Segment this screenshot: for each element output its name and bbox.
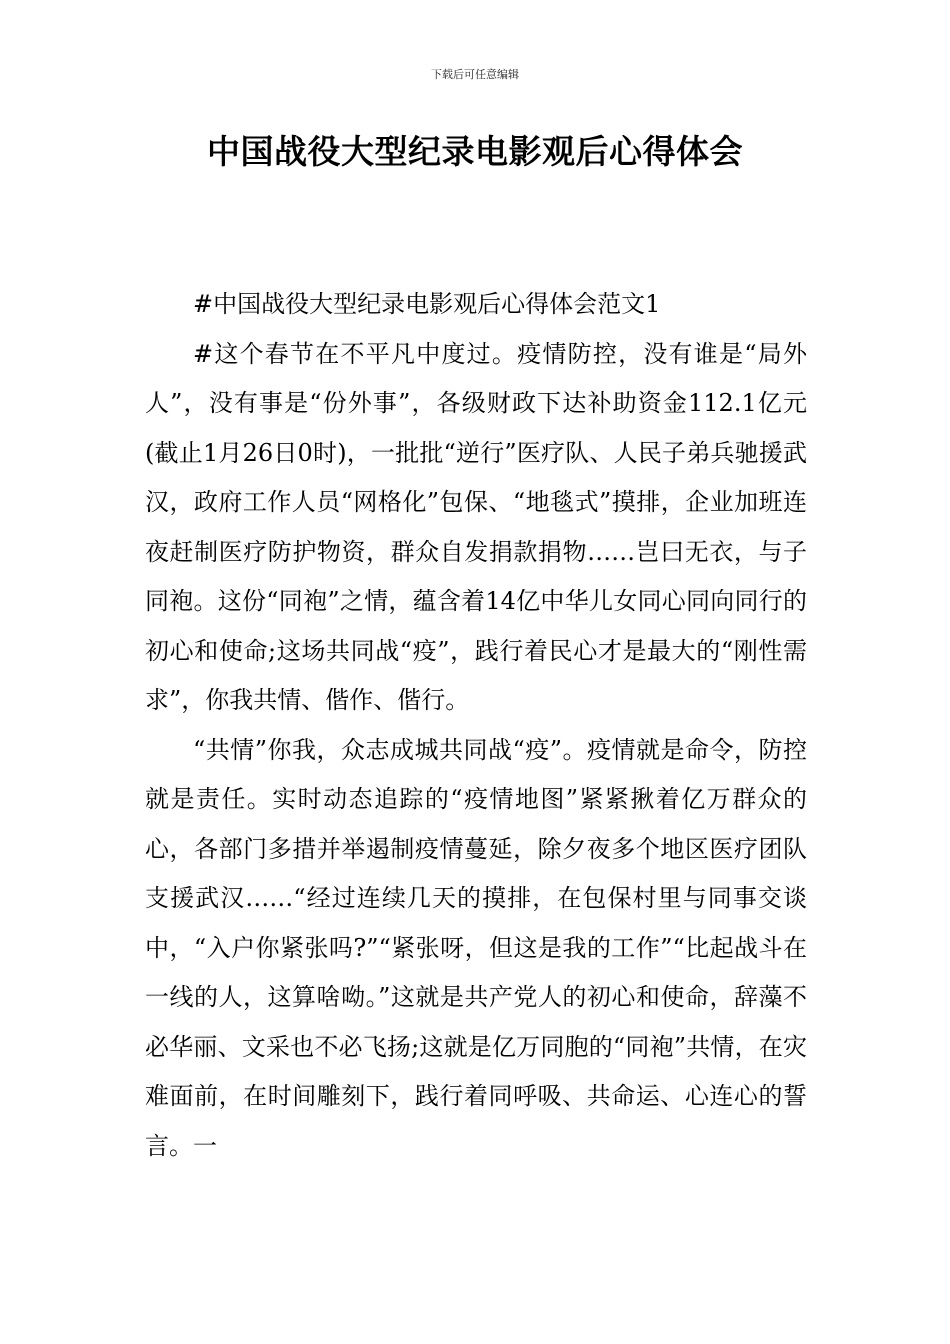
document-body <box>145 280 807 1171</box>
document-title: 中国战役大型纪录电影观后心得体会 <box>207 132 743 171</box>
paragraph-heading: #中国战役大型纪录电影观后心得体会范文1 <box>193 290 661 318</box>
header-note: 下载后可任意编辑 <box>431 68 519 81</box>
paragraph: “共情”你我，众志成城共同战“疫”。疫情就是命令，防控就是责任。实时动态追踪的“疫情地图”紧紧揪着亿万群众的心，各部门多措并举遏制疫情蔓延，除夕夜多个地区医疗团队支援武汉……“经过连续几天的摸排，在包保村里与同事交谈中，“入户你紧张吗?”“紧张呀，但这是我的工作”“比起战斗在一线的人，这算啥呦。”这就是共产党人的初心和使命，辞藻不必华丽、文采也不必飞扬;这就是亿万同胞的“同袍”共情，在灾难面前，在时间雕刻下，践行着同呼吸、共命运、心连心的誓言。一 <box>145 735 807 1160</box>
paragraph: #这个春节在不平凡中度过。疫情防控，没有谁是“局外人”，没有事是“份外事”，各级财政下达补助资金112.1亿元(截止1月26日0时)，一批批“逆行”医疗队、人民子弟兵驰援武汉，政府工作人员“网格化”包保、“地毯式”摸排，企业加班连夜赶制医疗防护物资，群众自发捐款捐物……岂曰无衣，与子同袍。这份“同袍”之情，蕴含着14亿中华儿女同心同向同行的初心和使命;这场共同战“疫”，践行着民心才是最大的“刚性需求”，你我共情、偕作、偕行。 <box>145 339 807 714</box>
